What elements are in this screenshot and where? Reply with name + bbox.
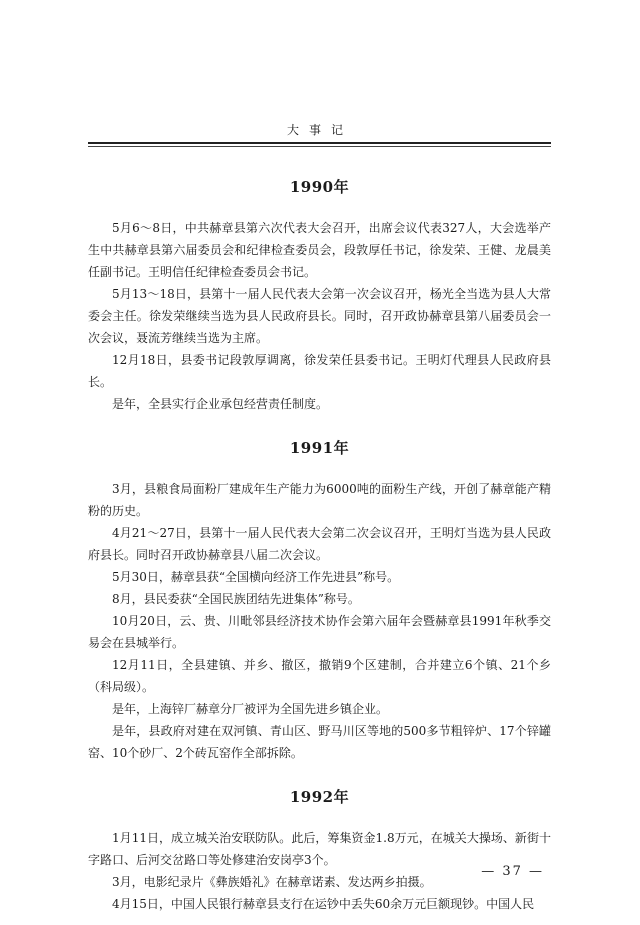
year-heading: 1992年 — [289, 788, 350, 806]
paragraph: 8月，县民委获“全国民族团结先进集体”称号。 — [112, 592, 360, 606]
year-heading: 1991年 — [289, 439, 350, 457]
paragraph: 5月6～8日，中共赫章县第六次代表大会召开，出席会议代表327人，大会选举产生中共赫章县第六届委员会和纪律检查委员会，段敦厚任书记，徐发荣、王健、龙晨美任副书记。王明信任纪律检查委员会书记。 — [88, 221, 551, 279]
paragraph: 10月20日，云、贵、川毗邻县经济技术协作会第六届年会暨赫章县1991年秋季交易会在县城举行。 — [88, 614, 551, 650]
running-head: 大事记 — [286, 123, 353, 137]
paragraph: 12月11日，全县建镇、并乡、撤区，撤销9个区建制，合并建立6个镇、21个乡（科局级）。 — [88, 658, 551, 694]
header-rule-thick — [88, 142, 551, 144]
paragraph: 3月，电影纪录片《彝族婚礼》在赫章诺素、发达两乡拍摄。 — [112, 875, 432, 889]
paragraph: 12月18日，县委书记段敦厚调离，徐发荣任县委书记。王明灯代理县人民政府县长。 — [88, 353, 551, 389]
section-gap — [88, 415, 551, 427]
paragraph: 1月11日，成立城关治安联防队。此后，筹集资金1.8万元，在城关大操场、新街十字路口、后河交岔路口等处修建治安岗亭3个。 — [88, 831, 551, 867]
page-number: — 37 — — [481, 864, 544, 879]
paragraph: 4月15日，中国人民银行赫章县支行在运钞中丢失60余万元巨额现钞。中国人民 — [112, 897, 535, 911]
section-gap — [88, 764, 551, 776]
section-1991 — [88, 437, 551, 764]
paragraph: 是年，上海锌厂赫章分厂被评为全国先进乡镇企业。 — [112, 702, 389, 716]
paragraph: 是年，全县实行企业承包经营责任制度。 — [112, 397, 329, 411]
section-1990 — [88, 176, 551, 415]
paragraph: 5月13～18日，县第十一届人民代表大会第一次会议召开，杨光全当选为县人大常委会主任。徐发荣继续当选为县人民政府县长。同时，召开政协赫章县第八届委员会一次会议，聂流芳继续当选为主席。 — [88, 287, 551, 345]
header-rule-thin — [88, 146, 551, 147]
section-1992 — [88, 786, 551, 915]
year-heading: 1990年 — [289, 178, 350, 196]
paragraph: 是年，县政府对建在双河镇、青山区、野马川区等地的500多节粗锌炉、17个锌罐窑、10个砂厂、2个砖瓦窑作全部拆除。 — [88, 724, 551, 760]
paragraph: 5月30日，赫章县获“全国横向经济工作先进县”称号。 — [112, 570, 400, 584]
paragraph: 3月，县粮食局面粉厂建成年生产能力为6000吨的面粉生产线，开创了赫章能产精粉的历史。 — [88, 482, 551, 518]
page-body — [88, 166, 551, 915]
paragraph: 4月21～27日，县第十一届人民代表大会第二次会议召开，王明灯当选为县人民政府县长。同时召开政协赫章县八届二次会议。 — [88, 526, 551, 562]
